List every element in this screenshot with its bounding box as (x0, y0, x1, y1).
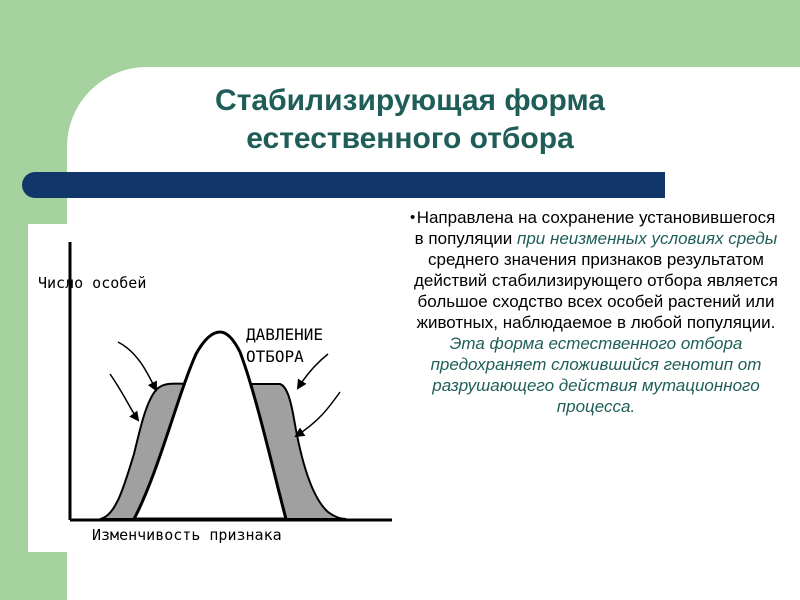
pressure-arrow-right-lower (296, 392, 340, 436)
description-part-3: среднего значения признаков результатом действий стабилизирующего отбора является большое сходство всех особей растений или животных, наблюдаемое в любой популяции. (413, 250, 778, 332)
figure-xlabel: Изменчивость признака (92, 526, 282, 544)
title-divider-bar (22, 172, 665, 198)
selection-curve-diagram (28, 224, 400, 552)
description-italic-conclusion: Эта форма естественного отбора предохраняет сложившийся генотип от разрушающего действия мутационного процесса. (430, 334, 762, 416)
pressure-arrow-left-lower (110, 374, 138, 420)
slide-title (90, 82, 730, 158)
description-text (410, 207, 782, 417)
description-italic-condition: при неизменных условиях среды (517, 229, 778, 248)
figure-annotation-line-1: ДАВЛЕНИЕ (246, 325, 324, 344)
bullet-point: • (410, 209, 416, 226)
selection-figure (28, 224, 400, 552)
title-line-1: Стабилизирующая форма (215, 84, 605, 117)
figure-ylabel: Число особей (38, 274, 147, 292)
figure-annotation-line-2: ОТБОРА (246, 347, 304, 366)
description-part-1: Направлена на сохранение установившегося в популяции (414, 208, 776, 248)
title-line-2: естественного отбора (246, 122, 574, 155)
pressure-arrow-left-upper (118, 342, 156, 390)
